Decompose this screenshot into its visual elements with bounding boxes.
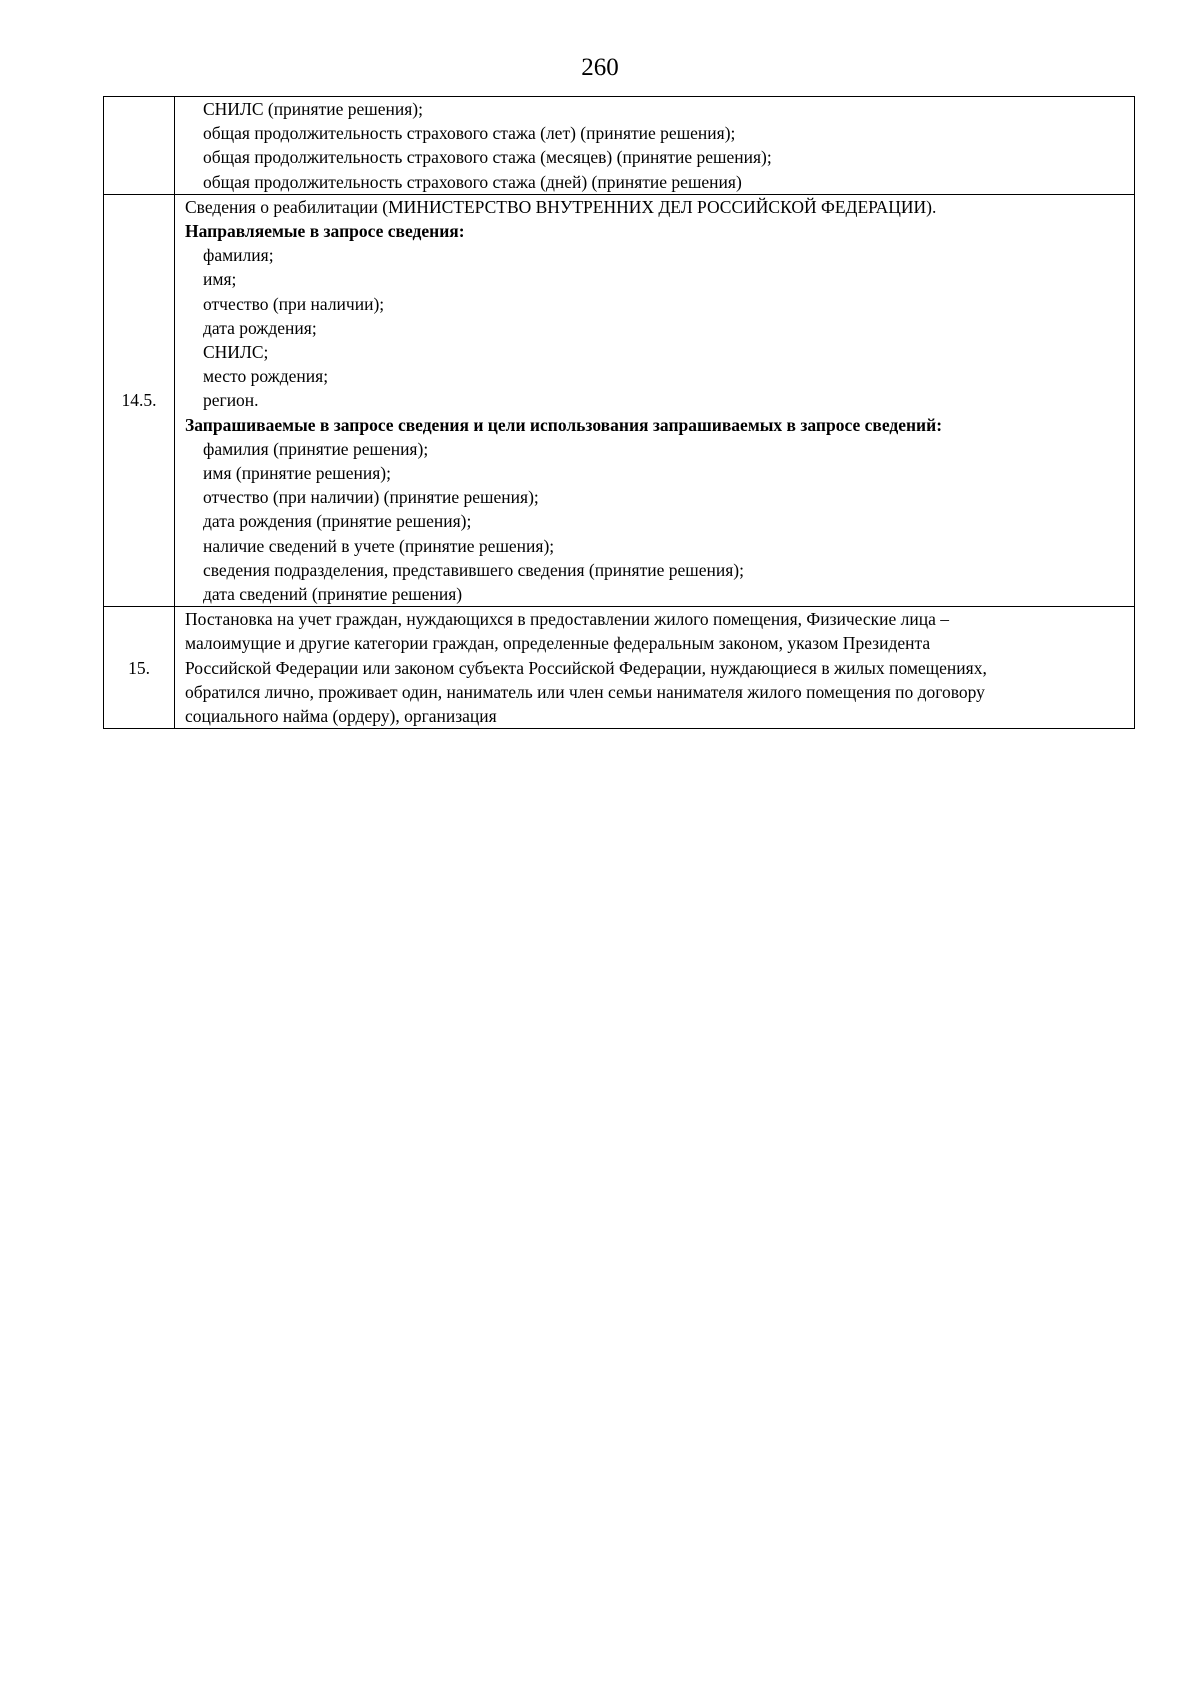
page-number: 260 [581, 54, 619, 81]
row-content-cell [175, 607, 1135, 729]
table-row [104, 97, 1135, 195]
document-table [103, 96, 1135, 729]
section-heading: Направляемые в запросе сведения: [185, 221, 465, 242]
content-line: социального найма (ордеру), организация [185, 706, 497, 727]
table-row [104, 607, 1135, 729]
content-line: отчество (при наличии); [203, 293, 385, 314]
row-number-cell [104, 97, 175, 195]
content-line: дата сведений (принятие решения) [203, 584, 463, 605]
content-line: имя; [203, 269, 237, 290]
content-line: имя (принятие решения); [203, 463, 391, 484]
row-content-cell [175, 194, 1135, 606]
content-line: место рождения; [203, 366, 329, 387]
content-line: наличие сведений в учете (принятие решения); [203, 535, 555, 556]
content-line: фамилия; [203, 245, 274, 266]
content-line: дата рождения (принятие решения); [203, 511, 472, 532]
content-line: общая продолжительность страхового стажа (лет) (принятие решения); [203, 123, 736, 144]
content-line: общая продолжительность страхового стажа (месяцев) (принятие решения); [203, 147, 772, 168]
content-line: отчество (при наличии) (принятие решения); [203, 487, 539, 508]
content-line: малоимущие и другие категории граждан, определенные федеральным законом, указом Президента [185, 633, 931, 654]
content-line: Сведения о реабилитации (МИНИСТЕРСТВО ВНУТРЕННИХ ДЕЛ РОССИЙСКОЙ ФЕДЕРАЦИИ). [185, 196, 937, 217]
content-line: СНИЛС (принятие решения); [203, 99, 423, 119]
content-line: Российской Федерации или законом субъекта Российской Федерации, нуждающиеся в жилых помещениях, [185, 657, 987, 678]
section-heading: Запрашиваемые в запросе сведения и цели использования запрашиваемых в запросе сведений: [185, 414, 943, 435]
content-line: СНИЛС; [203, 342, 269, 363]
row-number-cell: 15. [104, 607, 175, 729]
content-line: фамилия (принятие решения); [203, 438, 429, 459]
content-line: Постановка на учет граждан, нуждающихся в предоставлении жилого помещения, Физические лица – [185, 609, 949, 630]
content-line: регион. [203, 390, 259, 411]
content-line: обратился лично, проживает один, наниматель или член семьи нанимателя жилого помещения по договору [185, 681, 985, 702]
table-row [104, 194, 1135, 606]
row-number-cell: 14.5. [104, 194, 175, 606]
content-line: общая продолжительность страхового стажа (дней) (принятие решения) [203, 171, 742, 192]
row-content-cell [175, 97, 1135, 195]
content-line: сведения подразделения, представившего сведения (принятие решения); [203, 559, 744, 580]
content-line: дата рождения; [203, 317, 317, 338]
